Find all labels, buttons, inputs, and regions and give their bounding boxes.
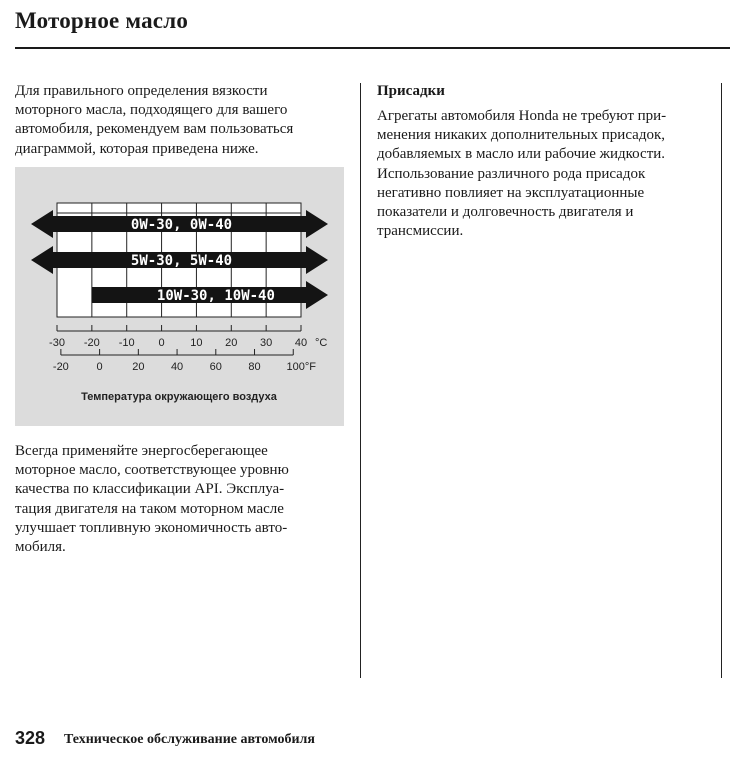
additives-paragraph <box>377 107 666 241</box>
intro-paragraph <box>15 82 293 159</box>
celsius-unit-label: °C <box>315 337 328 349</box>
fahrenheit-tick-label: 40 <box>170 361 184 373</box>
celsius-tick-label: 20 <box>225 337 238 349</box>
celsius-tick-label: 40 <box>294 337 308 349</box>
fahrenheit-tick-label: 0 <box>96 361 103 373</box>
chart-axis-title: Температура окружающего воздуха <box>81 391 277 403</box>
page-title: Моторное масло <box>15 8 189 33</box>
celsius-tick-label: 0 <box>158 337 165 349</box>
api-line: моторное масло, соответствующее уровню <box>15 462 289 479</box>
celsius-tick-label: 10 <box>190 337 203 349</box>
intro-line: Для правильного определения вязкости <box>15 83 268 99</box>
celsius-tick-label: 30 <box>260 337 273 349</box>
api-line: Всегда применяйте энергосберегающее <box>15 443 268 459</box>
intro-line: диаграммой, которая приведена ниже. <box>15 140 259 157</box>
right-margin-rule <box>721 83 722 678</box>
viscosity-band-label: 10W-30, 10W-40 <box>156 288 275 304</box>
viscosity-band-label: 5W-30, 5W-40 <box>130 253 233 269</box>
additives-line: негативно повлияет на эксплуатационные <box>377 184 645 201</box>
viscosity-chart <box>15 167 344 426</box>
column-divider <box>360 83 361 678</box>
additives-line: Агрегаты автомобиля Honda не требуют при- <box>377 108 667 124</box>
fahrenheit-tick-label: 20 <box>132 361 145 373</box>
celsius-tick-label: -20 <box>83 337 100 349</box>
api-line: качества по классификации API. Эксплуа- <box>15 481 285 498</box>
additives-heading: Присадки <box>377 83 445 99</box>
additives-line: показатели и долговечность двигателя и <box>377 204 634 221</box>
additives-line: трансмиссии. <box>377 223 464 240</box>
fahrenheit-tick-label: 80 <box>248 361 261 373</box>
page-number: 328 <box>15 728 46 748</box>
fahrenheit-tick-label: -20 <box>52 361 69 373</box>
viscosity-chart-panel <box>15 167 344 426</box>
celsius-tick-label: -30 <box>49 337 65 349</box>
title-divider <box>15 47 730 49</box>
api-paragraph <box>15 442 289 557</box>
fahrenheit-tick-label: 60 <box>209 361 222 373</box>
api-line: мобиля. <box>15 539 66 556</box>
additives-line: добавляемых в масло или рабочие жидкости. <box>377 146 666 163</box>
additives-line: менения никаких дополнительных присадок, <box>377 127 665 144</box>
celsius-tick-label: -10 <box>118 337 135 349</box>
intro-line: моторного масла, подходящего для вашего <box>15 102 288 119</box>
fahrenheit-tick-label: 100°F <box>286 361 316 373</box>
intro-line: автомобиля, рекомендуем вам пользоваться <box>15 121 294 138</box>
viscosity-band-label: 0W-30, 0W-40 <box>130 217 233 233</box>
footer-section-title: Техническое обслуживание автомобиля <box>64 732 315 747</box>
api-line: тация двигателя на таком моторном масле <box>15 500 284 517</box>
additives-line: Использование различного рода присадок <box>377 165 646 182</box>
api-line: улучшает топливную экономичность авто- <box>15 519 288 536</box>
